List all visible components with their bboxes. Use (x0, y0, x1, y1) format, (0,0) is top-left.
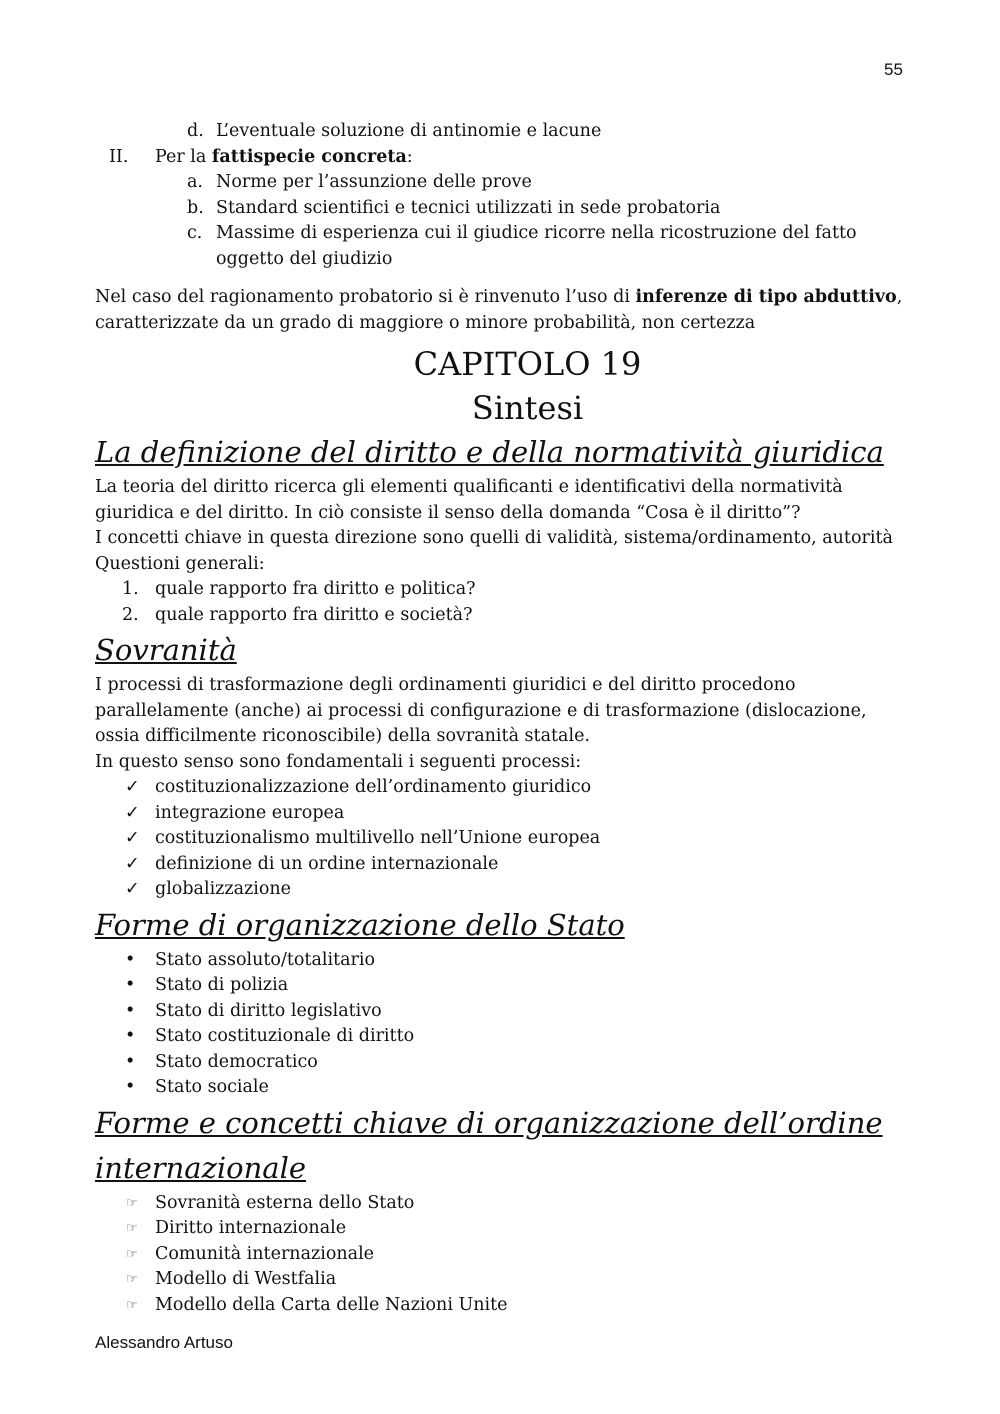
list-item-text: Stato costituzionale di diritto (155, 1026, 415, 1046)
list-item-text: Norme per l’assunzione delle prove (216, 172, 532, 192)
bullet-icon: • (125, 975, 136, 995)
pointing-hand-icon: ☞ (126, 1297, 138, 1313)
list-item-text: globalizzazione (155, 879, 292, 899)
list-item (95, 1216, 915, 1242)
list-item (95, 877, 915, 903)
list-item-text: Stato di diritto legislativo (155, 1000, 382, 1021)
list-item (95, 852, 915, 878)
paragraph: I processi di trasformazione degli ordinamenti giuridici e del diritto procedono parallelamente (anche) ai processi di configurazione e di trasformazione (dislocazione, ossia difficilmente riconoscibile) della sovranità statale. (95, 675, 867, 746)
list-item-text: Sovranità esterna dello Stato (155, 1192, 415, 1213)
list-item-text: Stato assoluto/totalitario (155, 949, 376, 970)
list-item-text: Modello della Carta delle Nazioni Unite (155, 1294, 508, 1315)
list-item-text: Comunità internazionale (155, 1243, 375, 1264)
bullet-icon: • (125, 1051, 136, 1072)
list-item (95, 826, 915, 852)
list-item (95, 1050, 915, 1076)
section-heading-sovranita: Sovranità (95, 633, 237, 667)
paragraph-text-bold: inferenze di tipo abduttivo (635, 287, 897, 307)
section-heading-forme-stato: Forme di organizzazione dello Stato (95, 907, 625, 942)
pointing-hand-icon: ☞ (126, 1195, 138, 1211)
list-item-text: L’eventuale soluzione di antinomie e lacune (216, 121, 602, 141)
check-icon: ✓ (125, 879, 140, 899)
paragraph-text-post: , caratterizzate da un grado di maggiore o minore probabilità, non certezza (95, 287, 903, 333)
list-item (95, 1267, 915, 1293)
list-item (95, 577, 915, 603)
paragraph-text-pre: Nel caso del ragionamento probatorio si è rinvenuto l’uso di (95, 287, 636, 307)
list-item-d (95, 119, 915, 145)
pointing-hand-icon: ☞ (126, 1246, 138, 1262)
list-marker: II. (109, 146, 129, 167)
list-item (95, 603, 915, 629)
chapter-title: CAPITOLO 19 (413, 345, 642, 383)
list-item-a (95, 170, 915, 196)
list-item-text: Modello di Westfalia (155, 1269, 337, 1289)
bullet-icon: • (125, 1026, 136, 1046)
list-item-text: Stato sociale (155, 1077, 269, 1097)
chapter-subtitle: Sintesi (471, 389, 584, 427)
list-item-text-pre: Per la (155, 146, 212, 167)
list-marker: b. (187, 197, 204, 218)
list-item (95, 775, 915, 801)
list-item-text-bold: fattispecie concreta (211, 146, 407, 167)
list-item-text: Diritto internazionale (155, 1218, 347, 1238)
page-content (95, 119, 915, 1318)
list-item-b (95, 196, 915, 222)
bullet-icon: • (125, 949, 136, 970)
pointing-hand-icon: ☞ (126, 1272, 138, 1287)
list-marker: c. (187, 223, 203, 243)
paragraph: I concetti chiave in questa direzione sono quelli di validità, sistema/ordinamento, autorità (95, 528, 893, 548)
page-number: 55 (884, 60, 903, 79)
paragraph-abduttivo (95, 285, 915, 336)
list-item (95, 1024, 915, 1050)
list-item (95, 1075, 915, 1101)
paragraph: In questo senso sono fondamentali i seguenti processi: (95, 751, 582, 772)
list-item-text-post: : (406, 146, 413, 167)
list-item-text: Massime di esperienza cui il giudice ricorre nella ricostruzione del fatto oggetto del giudizio (216, 223, 857, 269)
list-item-text: costituzionalismo multilivello nell’Unione europea (155, 828, 601, 848)
list-marker: 2. (122, 604, 139, 625)
check-icon: ✓ (125, 853, 140, 874)
list-item (95, 801, 915, 827)
check-icon: ✓ (125, 777, 140, 797)
list-item-text: integrazione europea (155, 802, 345, 823)
list-item-text: definizione di un ordine internazionale (155, 853, 499, 874)
list-marker: 1. (122, 579, 139, 599)
paragraph: Questioni generali: (95, 553, 265, 574)
list-item (95, 1293, 915, 1319)
paragraph: La teoria del diritto ricerca gli elementi qualificanti e identificativi della normatività giuridica e del diritto. In ciò consiste il senso della domanda “Cosa è il diritto”? (95, 477, 843, 523)
pointing-hand-icon: ☞ (126, 1221, 138, 1236)
list-item (95, 948, 915, 974)
list-marker: d. (187, 121, 204, 141)
check-icon: ✓ (125, 828, 140, 848)
list-item-II (95, 145, 915, 171)
list-item-c (95, 221, 915, 272)
list-marker: a. (187, 172, 203, 192)
section-heading-ordine-internazionale: Forme e concetti chiave di organizzazione dell’ordine internazionale (95, 1105, 883, 1185)
footer-author: Alessandro Artuso (95, 1333, 233, 1352)
list-item (95, 1191, 915, 1217)
list-item-text: costituzionalizzazione dell’ordinamento giuridico (155, 777, 592, 797)
list-item-text: Stato di polizia (155, 975, 289, 995)
section-heading-definizione: La definizione del diritto e della normatività giuridica (95, 435, 884, 469)
list-item (95, 973, 915, 999)
list-item (95, 999, 915, 1025)
check-icon: ✓ (125, 802, 140, 823)
list-item-text: quale rapporto fra diritto e politica? (155, 579, 476, 599)
list-item (95, 1242, 915, 1268)
list-item-text: Standard scientifici e tecnici utilizzati in sede probatoria (216, 197, 721, 218)
list-item-text: quale rapporto fra diritto e società? (155, 604, 473, 625)
bullet-icon: • (125, 1077, 136, 1097)
list-item-text: Stato democratico (155, 1051, 318, 1072)
bullet-icon: • (125, 1000, 136, 1021)
